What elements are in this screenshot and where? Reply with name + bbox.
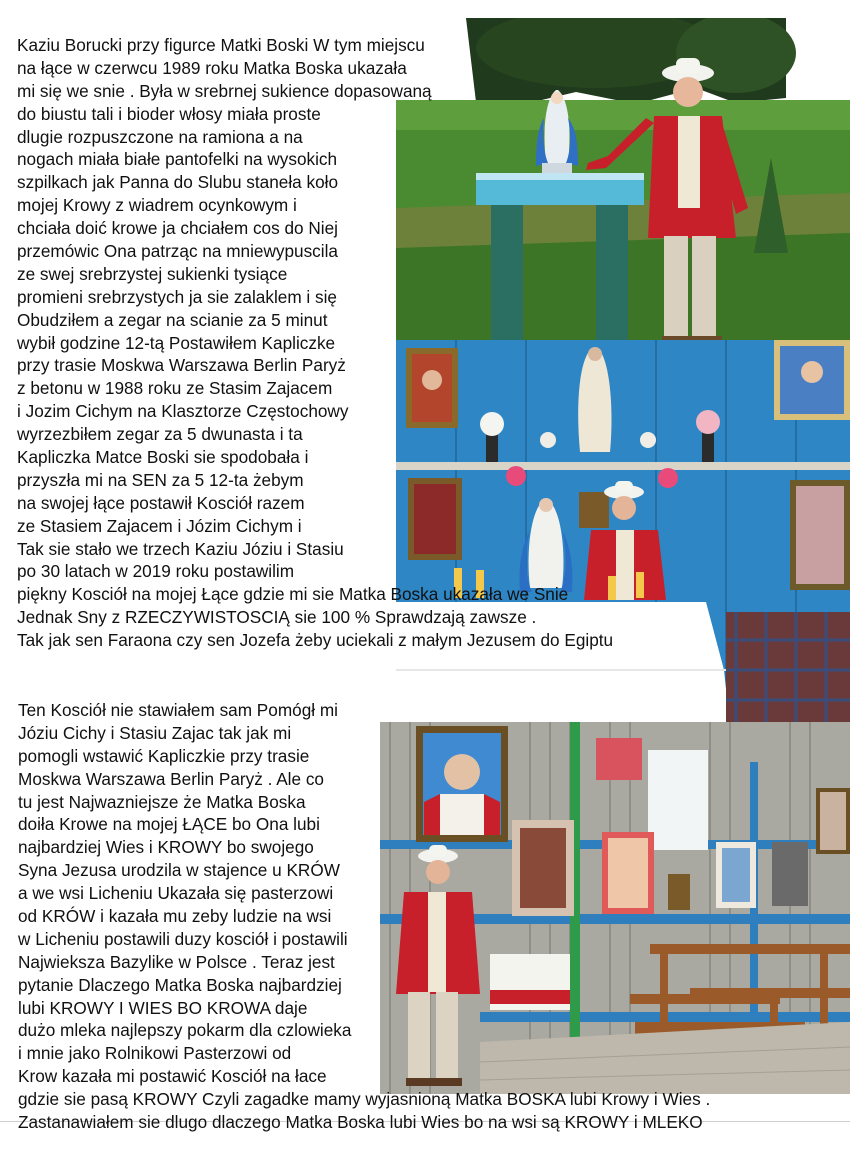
story-paragraph-1 <box>17 34 613 652</box>
text-line: Zastanawiałem sie dlugo dlaczego Matka Boska lubi Wies bo na wsi są KROWY i MLEKO <box>18 1112 703 1133</box>
text-line: Jednak Sny z RZECZYWISTOSCIĄ sie 100 % Sprawdzają zawsze . <box>17 607 537 628</box>
text-line: i Jozim Cichym na Klasztorze Częstochowy <box>17 401 349 422</box>
text-line: chciała doić krowe ja chciałem cos do Niej <box>17 218 338 239</box>
text-line: i mnie jako Rolnikowi Pasterzowi od <box>18 1043 292 1064</box>
text-line: na łące w czerwcu 1989 roku Matka Boska ukazała <box>17 57 407 78</box>
text-line: Krow kazała mi postawić Kosciół na łace <box>18 1066 327 1087</box>
text-line: promieni srebrzystych ja sie zalaklem i się <box>17 286 337 307</box>
text-line: gdzie sie pasą KROWY Czyli zagadke mamy wyjasnioną Matka BOSKA lubi Krowy i Wies . <box>18 1089 711 1110</box>
text-line: szpilkach jak Panna do Slubu staneła koło <box>17 172 339 193</box>
story-paragraph-2 <box>18 699 710 1134</box>
text-line: mi się we snie . Była w srebrnej sukience dopasowaną <box>17 80 432 101</box>
text-line: najbardziej Wies i KROWY bo swojego <box>18 837 314 858</box>
text-line: do biustu tali i bioder włosy miała proste <box>17 103 321 124</box>
text-line: na swojej łące postawił Kosciół razem <box>17 492 305 513</box>
text-line: dużo mleka najlepszy pokarm dla czlowieka <box>18 1020 352 1041</box>
text-line: Obudziłem a zegar na scianie za 5 minut <box>17 309 328 330</box>
text-line: w Licheniu postawili duzy kosciół i postawili <box>18 928 348 949</box>
text-line: ze swej srebrzystej sukienki tysiące <box>17 263 288 284</box>
text-line: dlugie rozpuszczone na ramiona a na <box>17 126 303 147</box>
text-line: przemówic Ona patrząc na mniewypuscila <box>17 241 338 262</box>
text-line: lubi KROWY I WIES BO KROWA daje <box>18 997 308 1018</box>
text-line: pomogli wstawić Kapliczkie przy trasie <box>18 745 310 766</box>
text-line: od KRÓW i kazała mu zeby ludzie na wsi <box>18 906 332 927</box>
text-line: z betonu w 1988 roku ze Stasim Zajacem <box>17 378 333 399</box>
text-line: Tak sie stało we trzech Kaziu Józiu i Stasiu <box>17 538 344 559</box>
text-line: nogach miała białe pantofelki na wysokich <box>17 149 338 170</box>
text-line: Moskwa Warszawa Berlin Paryż . Ale co <box>18 768 324 789</box>
text-line: Kapliczka Matce Boski sie spodobała i <box>17 447 309 468</box>
text-line: pytanie Dlaczego Matka Boska najbardziej <box>18 974 342 995</box>
text-line: tu jest Najwazniejsze że Matka Boska <box>18 791 306 812</box>
text-line: Najwieksza Bazylike w Polsce . Teraz jest <box>18 951 335 972</box>
text-line: ze Stasiem Zajacem i Józim Cichym i <box>17 515 302 536</box>
text-line: wyrzezbiłem zegar za 5 dwunasta i ta <box>17 424 303 445</box>
text-line: mojej Krowy z wiadrem ocynkowym i <box>17 195 297 216</box>
text-line: przy trasie Moskwa Warszawa Berlin Paryż <box>17 355 346 376</box>
text-line: Tak jak sen Faraona czy sen Jozefa żeby uciekali z małym Jezusem do Egiptu <box>17 630 614 651</box>
text-line: Ten Kosciół nie stawiałem sam Pomógł mi <box>18 700 338 720</box>
text-line: Józiu Cichy i Stasiu Zajac tak jak mi <box>18 722 292 743</box>
text-line: piękny Kosciół na mojej Łące gdzie mi sie Matka Boska ukazała we Snie <box>17 584 569 605</box>
text-line: Kaziu Borucki przy figurce Matki Boski W tym miejscu <box>17 35 425 55</box>
text-line: Syna Jezusa urodzila w stajence u KRÓW <box>18 860 340 881</box>
text-line: doiła Krowe na mojej ŁĄCE bo Ona lubi <box>18 814 320 835</box>
text-line: przyszła mi na SEN za 5 12-ta żebym <box>17 469 304 490</box>
text-line: a we wsi Licheniu Ukazała się pasterzowi <box>18 883 334 904</box>
text-line: po 30 latach w 2019 roku postawilim <box>17 561 295 582</box>
text-line: wybił godzine 12-tą Postawiłem Kapliczke <box>17 332 336 353</box>
